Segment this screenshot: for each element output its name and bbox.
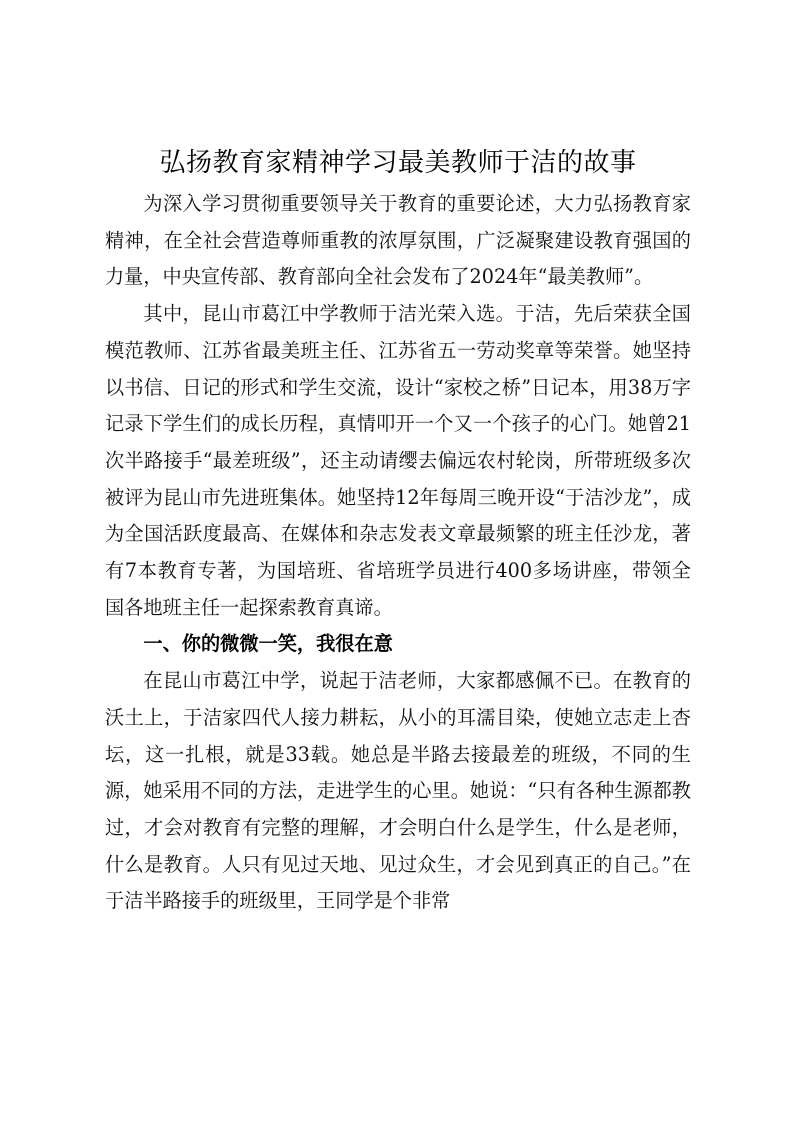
document-title: 弘扬教育家精神学习最美教师于洁的故事 — [159, 148, 637, 178]
document-body — [105, 140, 691, 920]
profile-paragraph: 其中，昆山市葛江中学教师于洁光荣入选。于洁，先后荣获全国模范教师、江苏省最美班主任、江苏省五一劳动奖章等荣誉。她坚持以书信、日记的形式和学生交流，设计“家校之桥”日记本，用38万字记录下学生们的成长历程，真情叩开一个又一个孩子的心门。她曾21次半路接手“最差班级”，还主动请缨去偏远农村轮岗，所带班级多次被评为昆山市先进班集体。她坚持12年每周三晚开设“于洁沙龙”，成为全国活跃度最高、在媒体和杂志发表文章最频繁的班主任沙龙，著有7本教育专著，为国培班、省培班学员进行400多场讲座，带领全国各地班主任一起探索教育真谛。 — [105, 302, 691, 619]
intro-paragraph: 为深入学习贯彻重要领导关于教育的重要论述，大力弘扬教育家精神，在全社会营造尊师重教的浓厚氛围，广泛凝聚建设教育强国的力量，中央宣传部、教育部向全社会发布了2024年“最美教师”。 — [105, 192, 691, 289]
section-paragraph: 在昆山市葛江中学，说起于洁老师，大家都感佩不已。在教育的沃土上，于洁家四代人接力耕耘，从小的耳濡目染，使她立志走上杏坛，这一扎根，就是33载。她总是半路去接最差的班级，不同的生源，她采用不同的方法，走进学生的心里。她说：“只有各种生源都教过，才会对教育有完整的理解，才会明白什么是学生，什么是老师，什么是教育。人只有见过天地、见过众生，才会见到真正的自己。”在于洁半路接手的班级里，王同学是个非常 — [105, 669, 691, 913]
section-heading: 一、你的微微一笑，我很在意 — [143, 632, 393, 656]
